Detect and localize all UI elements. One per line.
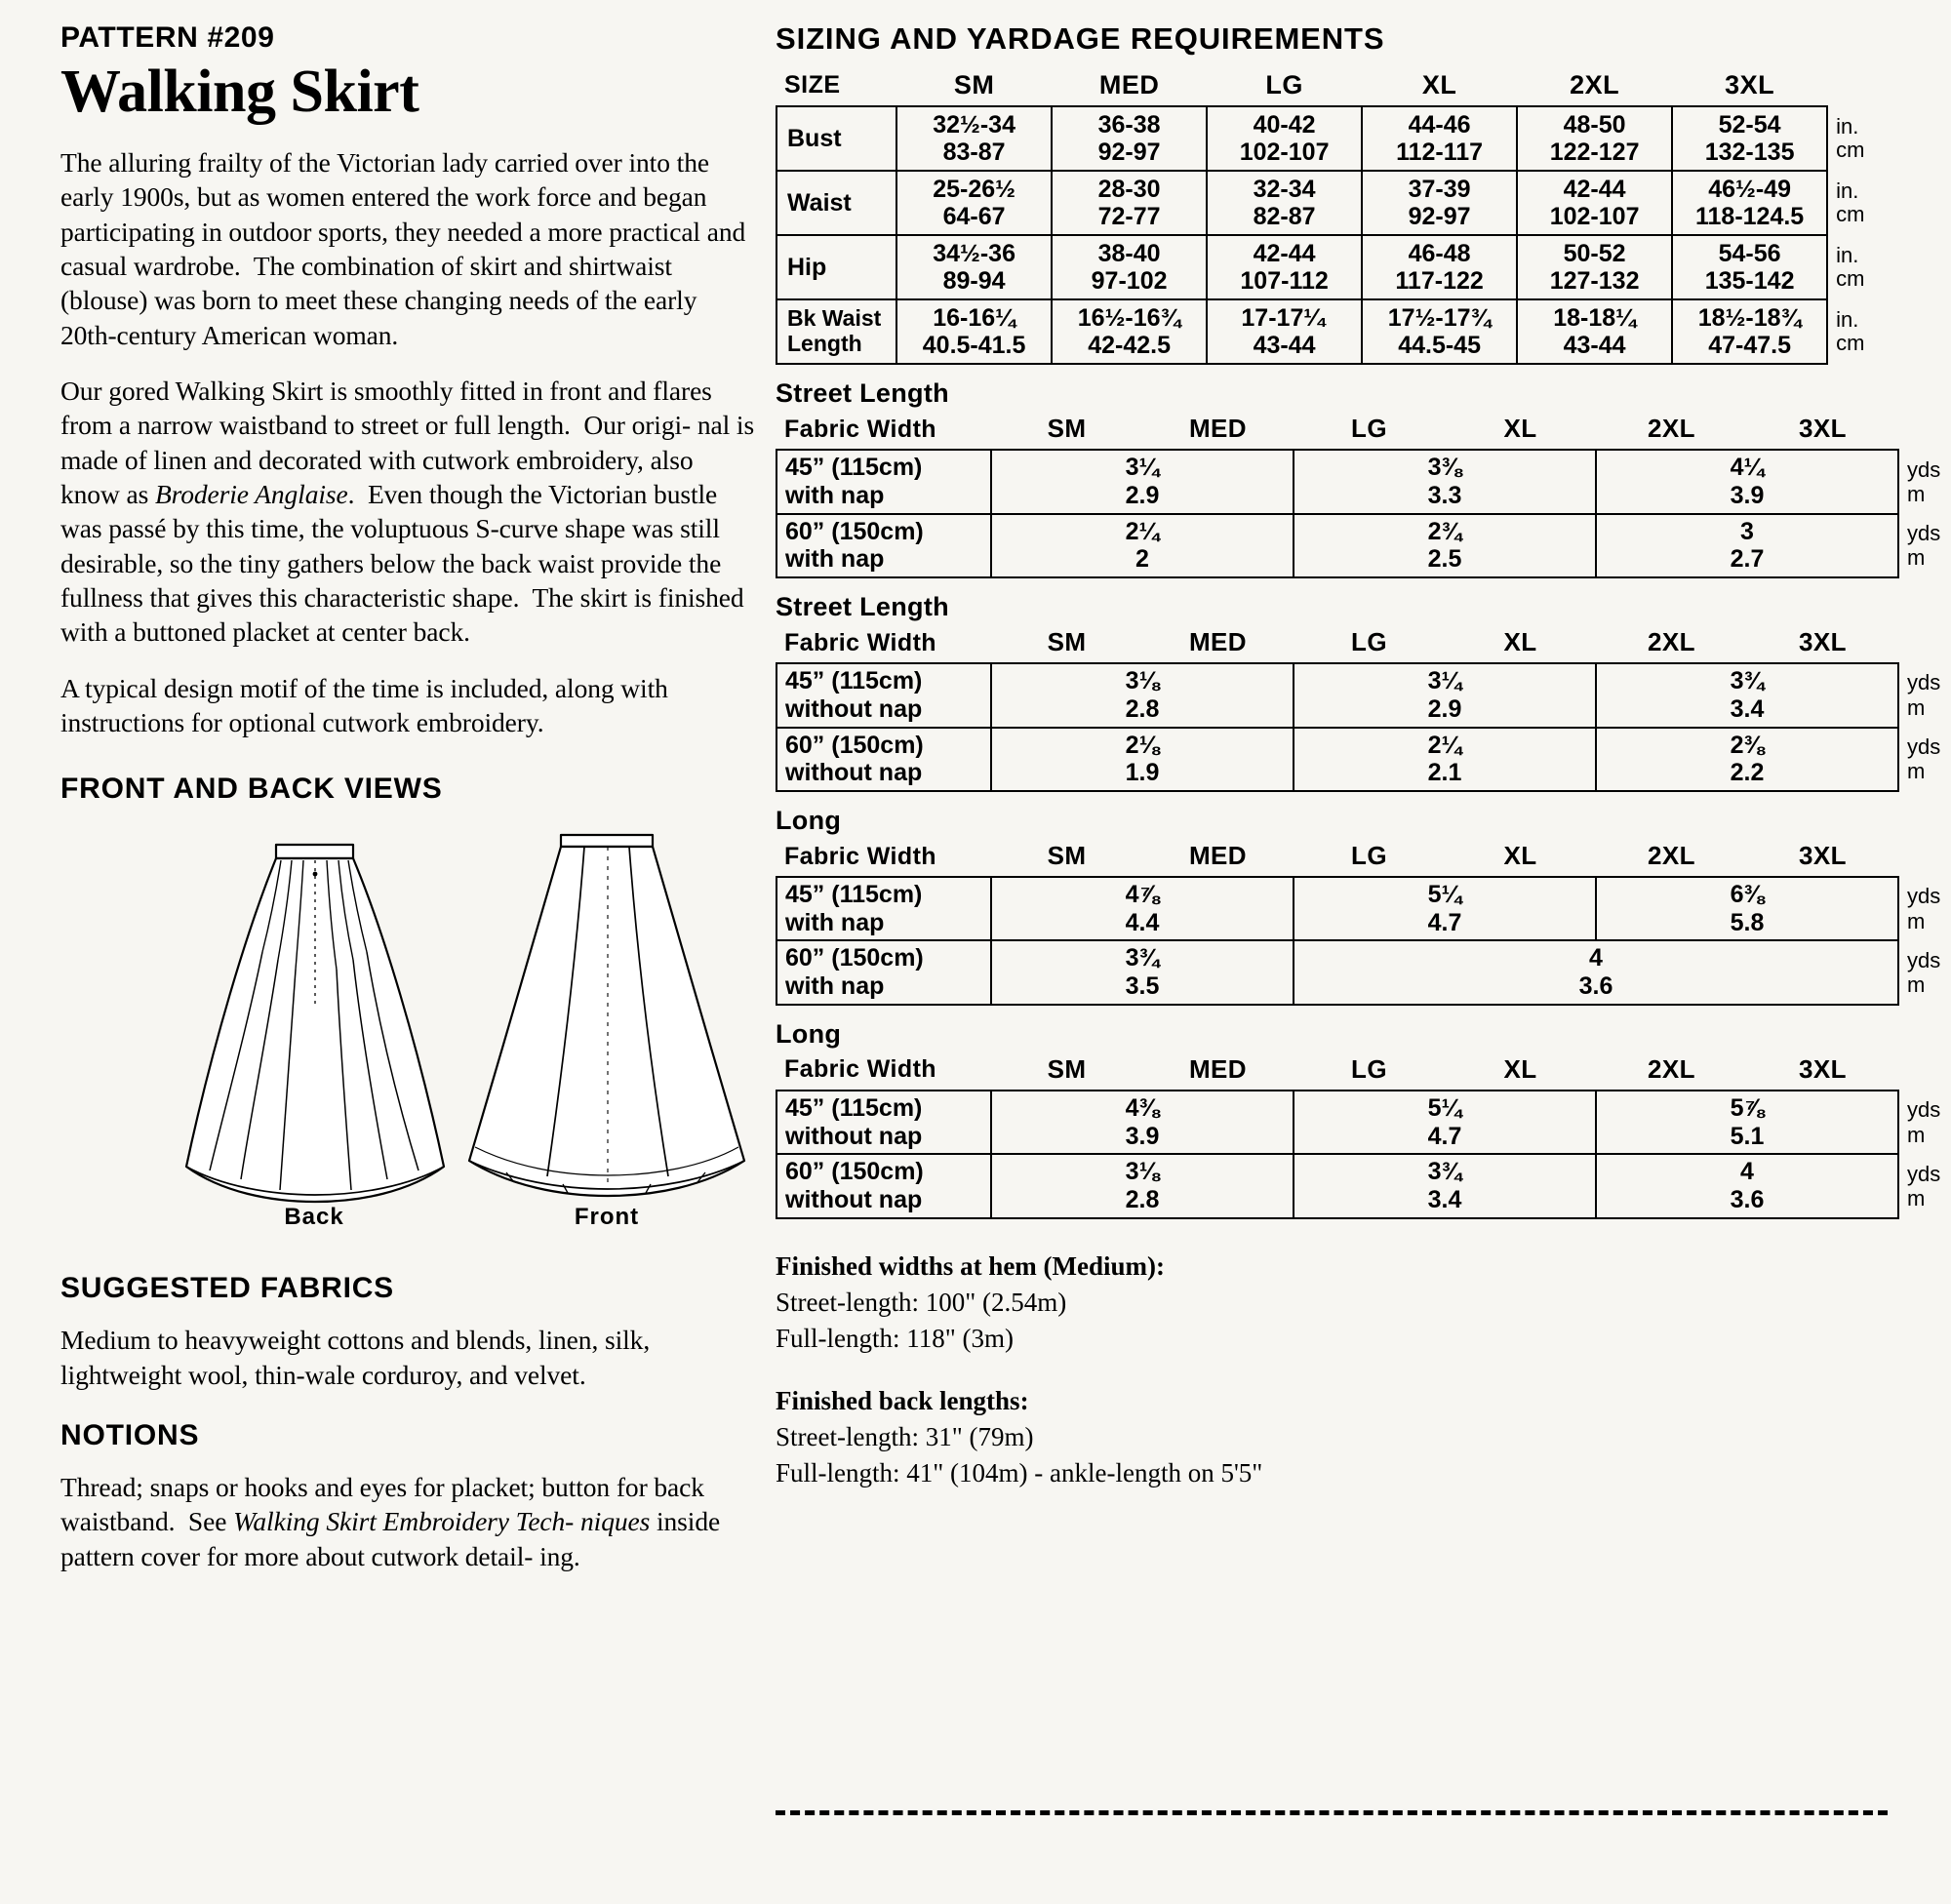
cell-hip-sm: 34½-36 89-94	[896, 235, 1052, 299]
cell-waist-2xl: 42-44 102-107	[1517, 171, 1672, 235]
yh3-lg: LG	[1351, 841, 1387, 871]
y4r1-label: 45” (115cm) without nap	[776, 1091, 991, 1155]
y3r2-label: 60” (150cm) with nap	[776, 940, 991, 1005]
cell-bkwaist-med: 16½-16¾ 42-42.5	[1052, 299, 1207, 364]
y1r1-2xl-3xl: 4¼ 3.9	[1596, 450, 1898, 514]
table-row	[776, 171, 1897, 235]
table-row	[776, 877, 1951, 941]
y1r2-label: 60” (150cm) with nap	[776, 514, 991, 578]
table-row	[776, 728, 1951, 792]
row-label-waist: Waist	[776, 171, 896, 235]
yh4-fabric-width: Fabric Width	[784, 1055, 936, 1084]
y2r1-lg-xl: 3¼ 2.9	[1294, 663, 1596, 728]
finished-measurements	[776, 1249, 1897, 1492]
yh2-sm: SM	[1047, 627, 1087, 657]
yh2-lg: LG	[1351, 627, 1387, 657]
yardage-table-3	[776, 842, 1951, 1006]
y3r1-2xl-3xl: 6⅜ 5.8	[1596, 877, 1898, 941]
yardage-title-1: Street Length	[776, 378, 949, 409]
finished-back-street: Street-length: 31" (79m)	[776, 1421, 1034, 1451]
y1r2-unit: yds m	[1898, 514, 1951, 578]
finished-widths-group	[776, 1249, 1897, 1358]
y1r2-sm-med: 2¼ 2	[991, 514, 1294, 578]
y4r1-2xl-3xl: 5⅞ 5.1	[1596, 1091, 1898, 1155]
page-title: Walking Skirt	[60, 59, 419, 125]
y4r1-unit: yds m	[1898, 1091, 1951, 1155]
cell-bust-sm: 32½-34 83-87	[896, 106, 1052, 171]
cell-waist-xl: 37-39 92-97	[1362, 171, 1517, 235]
y2r2-lg-xl: 2¼ 2.1	[1294, 728, 1596, 792]
yardage-table-1	[776, 415, 1951, 578]
cell-bkwaist-sm: 16-16¼ 40.5-41.5	[896, 299, 1052, 364]
row-label-hip: Hip	[776, 235, 896, 299]
cell-bkwaist-lg: 17-17¹⁄₄ 43-44	[1207, 299, 1362, 364]
yardage-table-2	[776, 628, 1951, 792]
yh1-sm: SM	[1047, 414, 1087, 444]
cell-bkwaist-3xl: 18½-18¾ 47-47.5	[1672, 299, 1827, 364]
y1r2-lg-xl: 2¾ 2.5	[1294, 514, 1596, 578]
yh3-med: MED	[1189, 841, 1247, 871]
table-row	[776, 1091, 1951, 1155]
y2r1-unit: yds m	[1898, 663, 1951, 728]
y4r2-label: 60” (150cm) without nap	[776, 1154, 991, 1218]
yardage-header-row-2	[776, 628, 1951, 663]
yh1-3xl: 3XL	[1799, 414, 1847, 444]
y4r2-sm-med: 3⅛ 2.8	[991, 1154, 1294, 1218]
table-row	[776, 514, 1951, 578]
cell-bust-3xl: 52-54 132-135	[1672, 106, 1827, 171]
yh3-2xl: 2XL	[1648, 841, 1695, 871]
cell-hip-med: 38-40 97-102	[1052, 235, 1207, 299]
cell-waist-lg: 32-34 82-87	[1207, 171, 1362, 235]
unit-bust: in. cm	[1827, 106, 1897, 171]
size-header-lg: LG	[1265, 70, 1303, 99]
cell-waist-med: 28-30 72-77	[1052, 171, 1207, 235]
y1r1-lg-xl: 3⅜ 3.3	[1294, 450, 1596, 514]
y3r1-unit: yds m	[1898, 877, 1951, 941]
y3r2-unit: yds m	[1898, 940, 1951, 1005]
cell-bust-med: 36-38 92-97	[1052, 106, 1207, 171]
sizing-yardage-heading: SIZING AND YARDAGE REQUIREMENTS	[776, 21, 1385, 56]
yh1-med: MED	[1189, 414, 1247, 444]
cell-hip-3xl: 54-56 135-142	[1672, 235, 1827, 299]
yardage-title-2: Street Length	[776, 592, 949, 622]
yh4-lg: LG	[1351, 1053, 1387, 1084]
yardage-block-long-with-nap	[776, 806, 1941, 1006]
table-row	[776, 663, 1951, 728]
finished-widths-heading: Finished widths at hem (Medium):	[776, 1250, 1166, 1281]
dashed-cut-line	[776, 1810, 1888, 1815]
description-paragraph-1: The alluring frailty of the Victorian lady carried over into the early 1900s, but as women entered the work force and began participating in outdoor sports, they needed a more practical and casual wardrobe. The combination of skirt and shirtwaist (blouse) was born to meet these changing needs of the early 20th-century American woman.	[60, 147, 746, 350]
description-paragraph-2: Our gored Walking Skirt is smoothly fitted in front and flares from a narrow waistband to street or full length. Our origi- nal is made of linen and decorated with cutwork embroidery, also know as Broderie Anglaise. Even though the Victorian bustle was passé by this time, the voluptuous S-curve shape was still desirable, so the tiny gathers below the back waist provide the fullness that gives this characteristic shape. The skirt is finished with a buttoned placket at center back.	[60, 376, 755, 648]
fabrics-heading: SUGGESTED FABRICS	[60, 1272, 394, 1305]
y2r2-2xl-3xl: 2⅜ 2.2	[1596, 728, 1898, 792]
size-header-size: SIZE	[784, 71, 841, 99]
yh2-med: MED	[1189, 627, 1247, 657]
yardage-header-row-1	[776, 415, 1951, 450]
left-column	[60, 21, 758, 1573]
y1r1-label: 45” (115cm) with nap	[776, 450, 991, 514]
y3r1-lg-xl: 5¼ 4.7	[1294, 877, 1596, 941]
pattern-number: PATTERN #209	[60, 21, 275, 54]
unit-hip: in. cm	[1827, 235, 1897, 299]
view-label-back: Back	[284, 1204, 344, 1231]
yh4-sm: SM	[1047, 1053, 1087, 1084]
cell-bust-xl: 44-46 112-117	[1362, 106, 1517, 171]
y3r1-sm-med: 4⅞ 4.4	[991, 877, 1294, 941]
cell-hip-xl: 46-48 117-122	[1362, 235, 1517, 299]
y2r2-label: 60” (150cm) without nap	[776, 728, 991, 792]
y4r1-sm-med: 4⅜ 3.9	[991, 1091, 1294, 1155]
yardage-header-row-4	[776, 1055, 1951, 1091]
row-label-bust: Bust	[776, 106, 896, 171]
view-label-front: Front	[574, 1204, 640, 1231]
size-header-xl: XL	[1421, 70, 1457, 99]
yh3-sm: SM	[1047, 841, 1087, 871]
skirt-front-illustration	[446, 823, 768, 1213]
cell-waist-sm: 25-26½ 64-67	[896, 171, 1052, 235]
yardage-block-street-with-nap	[776, 378, 1941, 578]
cell-hip-2xl: 50-52 127-132	[1517, 235, 1672, 299]
yh4-2xl: 2XL	[1648, 1053, 1695, 1084]
unit-waist: in. cm	[1827, 171, 1897, 235]
yh2-xl: XL	[1503, 627, 1537, 657]
y3r2-lg-3xl: 4 3.6	[1294, 940, 1898, 1005]
yh4-3xl: 3XL	[1799, 1053, 1847, 1084]
y1r1-sm-med: 3¼ 2.9	[991, 450, 1294, 514]
y4r2-2xl-3xl: 4 3.6	[1596, 1154, 1898, 1218]
size-header-sm: SM	[953, 70, 995, 99]
y3r1-label: 45” (115cm) with nap	[776, 877, 991, 941]
description-paragraph-3: A typical design motif of the time is included, along with instructions for optional cutwork embroidery.	[60, 672, 668, 738]
views-heading: FRONT AND BACK VIEWS	[60, 773, 443, 806]
cell-bust-2xl: 48-50 122-127	[1517, 106, 1672, 171]
y2r2-unit: yds m	[1898, 728, 1951, 792]
y4r2-unit: yds m	[1898, 1154, 1951, 1218]
cell-bkwaist-xl: 17½-17¾ 44.5-45	[1362, 299, 1517, 364]
skirt-back-illustration	[153, 823, 475, 1213]
y3r2-sm-med: 3¾ 3.5	[991, 940, 1294, 1005]
yardage-block-long-without-nap	[776, 1018, 1941, 1219]
front-and-back-views	[60, 823, 758, 1243]
yardage-title-3: Long	[776, 806, 842, 836]
size-header-med: MED	[1098, 70, 1160, 99]
y2r1-2xl-3xl: 3¾ 3.4	[1596, 663, 1898, 728]
yardage-title-4: Long	[776, 1018, 842, 1049]
yh1-lg: LG	[1351, 414, 1387, 444]
yh2-2xl: 2XL	[1648, 627, 1695, 657]
yh1-2xl: 2XL	[1648, 414, 1695, 444]
yh4-xl: XL	[1503, 1053, 1537, 1084]
right-column	[776, 21, 1941, 1491]
notions-text: Thread; snaps or hooks and eyes for placket; button for back waistband. See Walking Skirt Embroidery Tech- niques inside pattern cover for more about cutwork detail- ing.	[60, 1472, 721, 1571]
yardage-table-4	[776, 1055, 1951, 1219]
y2r1-label: 45” (115cm) without nap	[776, 663, 991, 728]
size-chart-table	[776, 70, 1897, 365]
yardage-header-row-3	[776, 842, 1951, 877]
table-row	[776, 106, 1897, 171]
table-row	[776, 299, 1897, 364]
notions-heading: NOTIONS	[60, 1419, 200, 1451]
y1r2-2xl-3xl: 3 2.7	[1596, 514, 1898, 578]
yh2-fabric-width: Fabric Width	[784, 628, 936, 656]
unit-bkwaist: in. cm	[1827, 299, 1897, 364]
yh3-xl: XL	[1503, 841, 1537, 871]
yh4-med: MED	[1189, 1053, 1247, 1084]
finished-back-full: Full-length: 41" (104m) - ankle-length on 5'5"	[776, 1458, 1263, 1488]
cell-hip-lg: 42-44 107-112	[1207, 235, 1362, 299]
size-header-3xl: 3XL	[1725, 70, 1775, 99]
finished-back-heading: Finished back lengths:	[776, 1385, 1029, 1415]
yh3-3xl: 3XL	[1799, 841, 1847, 871]
y4r2-lg-xl: 3¾ 3.4	[1294, 1154, 1596, 1218]
table-row	[776, 940, 1951, 1005]
cell-bust-lg: 40-42 102-107	[1207, 106, 1362, 171]
y4r1-lg-xl: 5¼ 4.7	[1294, 1091, 1596, 1155]
finished-back-lengths-group	[776, 1383, 1897, 1492]
yh1-xl: XL	[1503, 414, 1537, 444]
finished-widths-street: Street-length: 100" (2.54m)	[776, 1288, 1067, 1318]
yh2-3xl: 3XL	[1799, 627, 1847, 657]
finished-widths-full: Full-length: 118" (3m)	[776, 1324, 1015, 1354]
table-row	[776, 235, 1897, 299]
table-row	[776, 1154, 1951, 1218]
fabrics-text: Medium to heavyweight cottons and blends, linen, silk, lightweight wool, thin-wale corduroy, and velvet.	[60, 1325, 651, 1390]
yh3-fabric-width: Fabric Width	[784, 842, 936, 870]
y2r1-sm-med: 3⅛ 2.8	[991, 663, 1294, 728]
y2r2-sm-med: 2⅛ 1.9	[991, 728, 1294, 792]
y1r1-unit: yds m	[1898, 450, 1951, 514]
table-row	[776, 450, 1951, 514]
size-chart-header-row	[776, 70, 1897, 106]
cell-bkwaist-2xl: 18-18¼ 43-44	[1517, 299, 1672, 364]
yh1-fabric-width: Fabric Width	[784, 415, 936, 443]
size-header-2xl: 2XL	[1570, 70, 1620, 99]
row-label-bk-waist-length: Bk Waist Length	[776, 299, 896, 364]
yardage-block-street-without-nap	[776, 592, 1941, 792]
cell-waist-3xl: 46½-49 118-124.5	[1672, 171, 1827, 235]
